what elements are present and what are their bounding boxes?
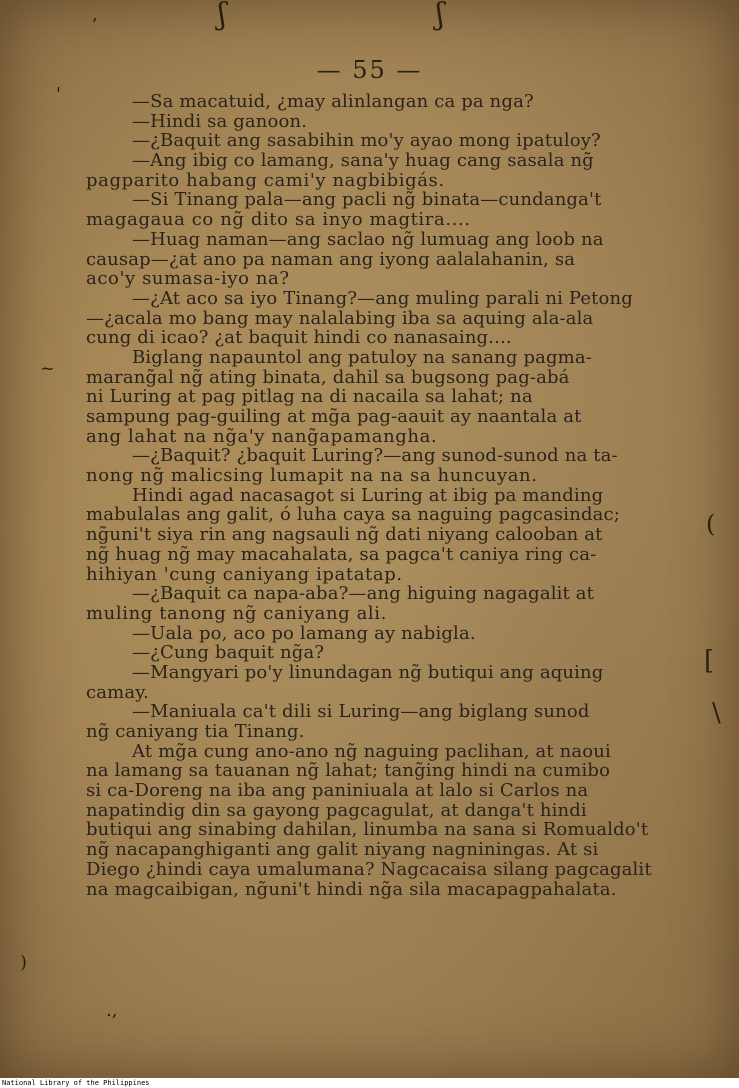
stain-mark: [: [704, 646, 715, 676]
text-line: —¿acala mo bang may nalalabing iba sa aquing ala-ala: [86, 308, 594, 329]
library-credit: National Library of the Philippines: [2, 1079, 150, 1087]
text-line: Hindi agad nacasagot si Luring at ibig pa manding: [132, 485, 604, 506]
text-line: na lamang sa tauanan ng̃ lahat; tang̃ing hindi na cumibo: [86, 761, 611, 782]
page-number: — 55 —: [316, 56, 423, 84]
text-line: —Maniuala ca't dili si Luring—ang biglang sunod: [132, 702, 590, 722]
text-line: ng̃ huag ng̃ may macahalata, sa pagca't caniya ring ca-: [86, 544, 597, 565]
text-line: magagaua co ng̃ dito sa inyo magtira....: [86, 210, 471, 230]
text-line: si ca-Doreng na iba ang paniniuala at lalo si Carlos na: [86, 781, 589, 801]
text-line: pagparito habang cami'y nagbibigás.: [86, 170, 445, 191]
text-line: nong ng̃ malicsing lumapit na na sa huncuyan.: [86, 466, 538, 486]
text-line: na magcaibigan, ng̃uni't hindi ng̃a sila macapagpahalata.: [86, 879, 617, 900]
stain-mark: ʃ: [218, 0, 227, 32]
text-line: ni Luring at pag pitlag na di nacaila sa lahat; na: [86, 387, 533, 407]
text-line: sampung pag-guiling at mg̃a pag-aauit ay naantala at: [86, 407, 582, 427]
text-line: marang̃al ng̃ ating binata, dahil sa bugsong pag-abá: [86, 367, 570, 388]
text-line: butiqui ang sinabing dahilan, linumba na sana si Romualdo't: [86, 820, 649, 841]
text-line: hihiyan 'cung caniyang ipatatap.: [86, 564, 403, 585]
footer-bar: [0, 1078, 739, 1088]
stain-mark: ʃ: [436, 0, 445, 32]
stain-mark: \: [712, 698, 721, 728]
text-line: aco'y sumasa-iyo na?: [86, 269, 290, 289]
stain-mark: ,: [92, 4, 98, 25]
stain-mark: .,: [106, 1000, 118, 1021]
text-line: ng̃ nacapanghiganti ang galit niyang nagniningas. At si: [86, 840, 599, 860]
text-line: —Si Tinang pala—ang pacli ng̃ binata—cundanga't: [132, 190, 602, 211]
text-line: causap—¿at ano pa naman ang iyong aalalahanin, sa: [86, 249, 576, 270]
text-line: —Uala po, aco po lamang ay nabigla.: [132, 623, 476, 644]
text-line: —¿Baquit ca napa-aba?—ang higuing nagagalit at: [132, 584, 595, 604]
text-line: —Huag naman—ang saclao ng̃ lumuag ang loob na: [132, 229, 604, 250]
text-line: ng̃ caniyang tia Tinang.: [86, 722, 305, 742]
text-line: ng̃uni't siya rin ang nagsauli ng̃ dati niyang calooban at: [86, 525, 603, 545]
text-line: —¿Baquit ang sasabihin mo'y ayao mong ipatuloy?: [132, 131, 601, 152]
text-line: —Mangyari po'y linundagan ng̃ butiqui ang aquing: [132, 662, 604, 683]
text-line: —¿At aco sa iyo Tinang?—ang muling parali ni Petong: [132, 288, 633, 309]
text-line: napatindig din sa gayong pagcagulat, at danga't hindi: [86, 800, 587, 821]
body-text: [86, 92, 662, 899]
stain-mark: ): [20, 952, 28, 973]
text-line: ang lahat na ng̃a'y nang̃apamangha.: [86, 426, 438, 447]
text-line: —Sa macatuid, ¿may alinlangan ca pa nga?: [132, 92, 534, 112]
text-line: At mg̃a cung ano-ano ng̃ naguing paclihan, at naoui: [132, 741, 611, 762]
text-line: —¿Cung baquit ng̃a?: [132, 643, 325, 663]
text-line: muling tanong ng̃ caniyang ali.: [86, 603, 387, 624]
stain-mark: ~: [40, 358, 56, 379]
text-line: Biglang napauntol ang patuloy na sanang pagma-: [132, 347, 593, 368]
stain-mark: ': [56, 84, 61, 105]
text-line: —Hindi sa ganoon.: [132, 111, 308, 132]
stain-mark: (: [706, 510, 716, 538]
text-line: camay.: [86, 682, 150, 703]
text-line: Diego ¿hindi caya umalumana? Nagcacaisa silang pagcagalit: [86, 859, 652, 880]
text-line: —Ang ibig co lamang, sana'y huag cang sasala ng̃: [132, 151, 594, 171]
text-line: cung di icao? ¿at baquit hindi co nanasaing....: [86, 328, 512, 348]
text-line: —¿Baquit? ¿baquit Luring?—ang sunod-sunod na ta-: [132, 446, 618, 467]
text-line: mabulalas ang galit, ó luha caya sa naguing pagcasindac;: [86, 505, 620, 526]
